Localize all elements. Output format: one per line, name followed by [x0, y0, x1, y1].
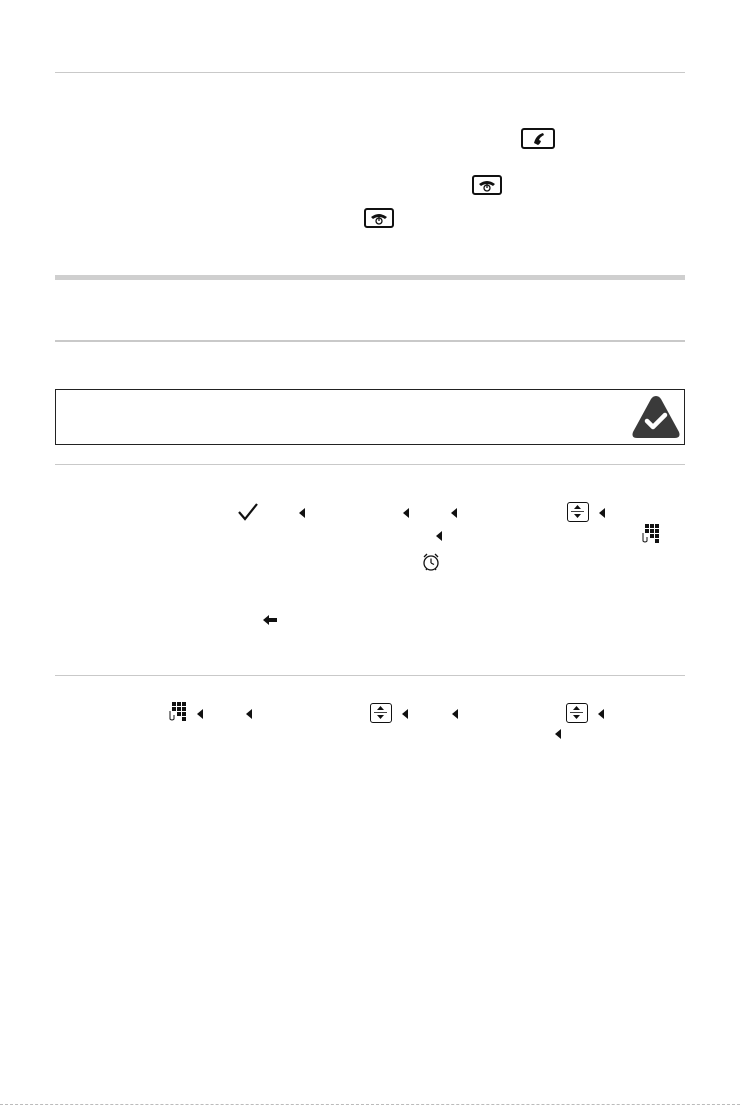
keypad-icon — [168, 702, 188, 722]
navigation-key-icon — [567, 502, 589, 522]
select-arrow-icon — [436, 531, 442, 541]
page-bottom-edge — [0, 1104, 740, 1105]
end-call-key-icon — [472, 175, 502, 195]
select-arrow-icon — [598, 709, 604, 719]
select-arrow-icon — [555, 729, 561, 739]
section-divider-top — [55, 72, 685, 73]
select-arrow-icon — [299, 508, 305, 518]
select-arrow-icon — [403, 508, 409, 518]
keypad-icon — [641, 524, 661, 544]
navigation-key-icon — [566, 703, 588, 723]
select-arrow-icon — [246, 709, 252, 719]
navigation-key-icon — [370, 703, 392, 723]
select-arrow-icon — [451, 508, 457, 518]
notice-box — [55, 389, 685, 445]
back-arrow-icon — [262, 614, 278, 626]
select-arrow-icon — [197, 709, 203, 719]
section-divider — [55, 340, 685, 342]
talk-key-icon — [521, 128, 555, 149]
select-arrow-icon — [452, 709, 458, 719]
chapter-divider — [55, 275, 685, 280]
select-arrow-icon — [599, 508, 605, 518]
section-divider — [55, 464, 685, 465]
warning-checkmark-icon — [630, 393, 682, 441]
checkmark-icon — [237, 502, 259, 522]
section-divider — [55, 675, 685, 676]
alarm-clock-icon — [421, 552, 441, 572]
select-arrow-icon — [402, 709, 408, 719]
end-call-key-icon — [364, 208, 394, 228]
